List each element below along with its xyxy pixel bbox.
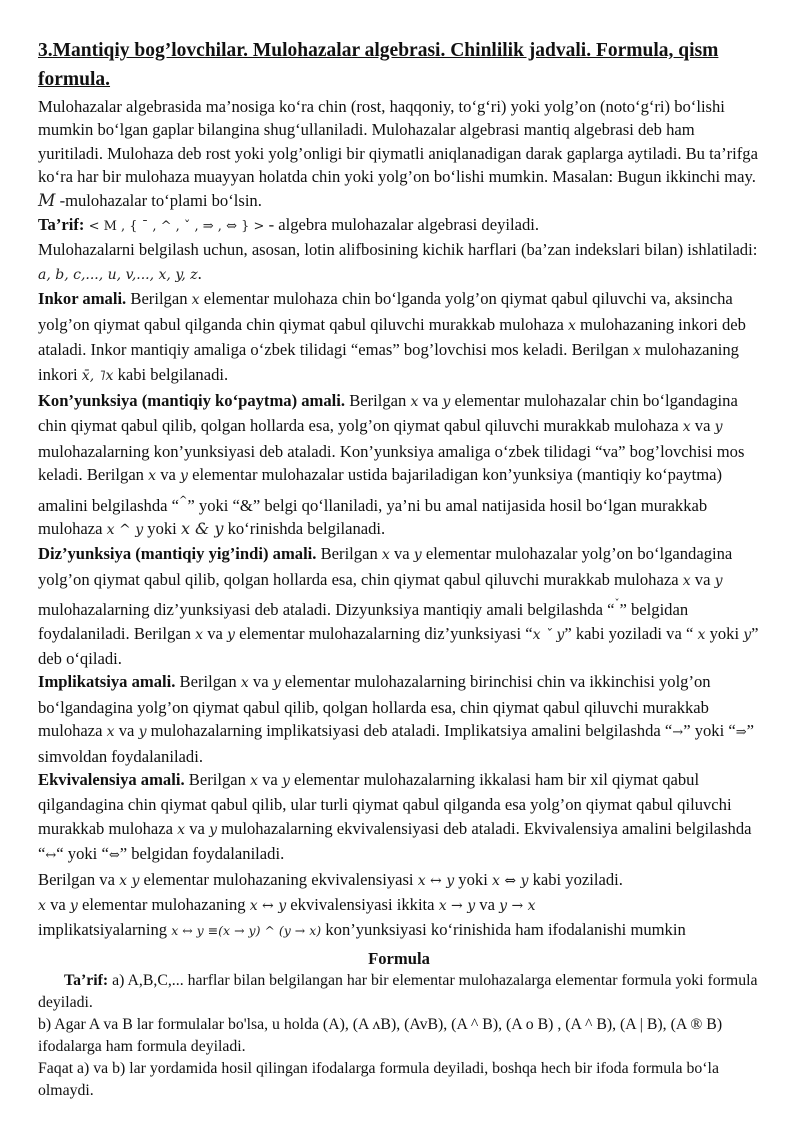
- equivalence-text-1: Berilgan: [188, 769, 246, 789]
- disjunction-text-3: mulohazalarning diz’yunksiyasi deb ataladi. Dizyunksiya mantiqiy amali belgilashda “: [38, 600, 615, 620]
- var-x: x: [682, 572, 691, 589]
- formula-x-implies-y: x → y: [438, 898, 476, 914]
- disjunction-text-5: elementar mulohazalarning diz’yunksiyasi “: [239, 623, 533, 643]
- word-va: va: [694, 416, 711, 436]
- formula-x-iff-y: x ⇔ y: [491, 872, 529, 889]
- formula-x-eq-y: x ↔ y: [417, 872, 455, 889]
- notation-paragraph: [38, 238, 760, 287]
- intro-paragraph: [38, 95, 760, 213]
- word-va: va: [160, 465, 176, 485]
- equivalence-text-9: elementar mulohazaning: [81, 895, 246, 914]
- word-yoki: yoki: [147, 518, 177, 538]
- negation-text-3: mulohazaning inkori deb ataladi. Inkor mantiqiy amaliga o‘zbek tilidagi “emas” bog’lovchisi mos keladi. Berilgan: [38, 314, 746, 360]
- equivalence-text-5: ” belgidan foydalaniladi.: [119, 844, 285, 864]
- var-y: y: [714, 572, 723, 589]
- disjunction-heading: Diz’yunksiya (mantiqiy yig’indi) amali.: [38, 544, 317, 564]
- var-y: y: [209, 821, 217, 838]
- intro-tail: -mulohazalar to‘plami bo‘lsin.: [59, 190, 262, 210]
- equivalence-text-3: mulohazalarning ekvivalensiyasi deb ataladi. Ekvivalensiya amalini belgilashda “: [38, 818, 752, 864]
- notation-text: Mulohazalarni belgilash uchun, asosan, lotin alifbosining kichik harflari (ba’zan indekslari bilan) ishlatiladi:: [38, 240, 758, 260]
- var-y: y: [281, 772, 290, 789]
- disjunction-text-4: ” belgidan foydalaniladi. Berilgan: [38, 600, 689, 643]
- formula-x-and-y: x ^ y: [106, 521, 144, 538]
- word-va: va: [479, 895, 495, 914]
- disjunction-text-2: elementar mulohazalar yolg’on bo‘lgandagina yolg’on qiymat qabul qilib, qolgan hollarda esa, chin qiymat qabul qiluvchi murakkab mulohaza: [38, 544, 733, 589]
- word-va: va: [207, 623, 223, 643]
- var-x: x: [410, 393, 419, 410]
- set-symbol-m: M: [38, 190, 56, 211]
- equivalence-text-2: elementar mulohazalarning ikkalasi ham bir xil qiymat qabul qilgandagina chin qiymat qabul qilib, ular turli qiymat qabul qilganda esa yolg’on qiymat qabul qiluvchi murakkab mulohaza: [38, 769, 732, 838]
- var-y: y: [69, 898, 78, 914]
- word-va: va: [118, 721, 135, 741]
- conjunction-text-5: ” yoki “&” belgi qo‘llaniladi, ya’ni bu amal natijasida hosil bo‘lgan murakkab mulohaza: [38, 495, 708, 538]
- var-y: y: [413, 547, 422, 564]
- negation-symbol-hook: , ˥x: [89, 368, 114, 385]
- disjunction-text-1: Berilgan: [320, 544, 378, 564]
- var-y: y: [227, 626, 235, 643]
- disjunction-text-8: ” deb o‘qiladi.: [38, 623, 759, 668]
- var-x: x: [381, 547, 390, 564]
- formula-definition-c: Faqat a) va b) lar yordamida hosil qilingan ifodalarga formula deyiladi, boshqa hech bir ifoda formula bo‘la olmaydi.: [38, 1060, 719, 1100]
- var-y: y: [138, 724, 147, 741]
- var-x: x: [148, 468, 157, 485]
- word-va: va: [422, 390, 439, 410]
- conjunction-heading: Kon’yunksiya (mantiqiy ko‘paytma) amali.: [38, 390, 346, 410]
- var-x: x: [195, 626, 204, 643]
- double-arrow-symbol: ↔: [45, 848, 57, 864]
- intro-text: Mulohazalar algebrasida ma’nosiga ko‘ra chin (rost, haqqoniy, to‘g‘ri) yoki yolg’on (noto‘g‘ri) bo‘lishi mumkin bo‘lgan gaplar bilangina shug‘ullaniladi. Mulohazalar algebrasi mantiq algebrasi deb ham yuritiladi. Mulohaza deb rost yoki yolg’onligi bir qiymatli aniqlanadigan darak gaplarga aytiladi. Bu ta’rifga ko‘ra har bir mulohaza muayyan holatda chin yoki yolg’on bo‘lishi mumkin. Masalan: Bugun ikkinchi may.: [38, 97, 758, 187]
- implication-text-4: ” yoki “: [683, 721, 736, 741]
- and-symbol: ^: [179, 494, 188, 506]
- var-x: x: [106, 724, 115, 741]
- equivalence-text-7: elementar mulohazaning ekvivalensiyasi: [143, 869, 414, 889]
- equivalence-text-8: kabi yoziladi.: [532, 869, 623, 889]
- conjunction-paragraph: [38, 389, 760, 542]
- word-va: va: [262, 769, 278, 789]
- word-va: va: [189, 818, 205, 838]
- disjunction-paragraph: [38, 542, 760, 670]
- formula-definition-a: [38, 970, 760, 1014]
- implication-text-2: elementar mulohazalarning birinchisi chin va ikkinchisi yolg’on bo‘lgandagina yolg’on qiymat qabul qilib, qolgan hollarda esa, chin qiymat qabul qiluvchi murakkab mulohaza: [38, 672, 711, 741]
- formula-equivalence-expansion: x ↔ y ≡(x → y) ^ (y → x): [171, 923, 322, 939]
- word-yoki: yoki: [458, 869, 488, 889]
- negation-text-1: Berilgan: [130, 289, 188, 309]
- definition-algebra: [38, 213, 760, 238]
- implication-text-5: ” simvoldan foydalaniladi.: [38, 721, 754, 766]
- formula-x-eq-y: x ↔ y: [249, 898, 287, 914]
- var-x: x: [240, 675, 249, 692]
- definition-tail: - algebra mulohazalar algebrasi deyiladi.: [268, 215, 540, 235]
- var-x: x: [191, 292, 200, 309]
- var-y: y: [714, 419, 723, 436]
- formula-definition-label: Ta’rif:: [64, 972, 109, 990]
- var-y: y: [272, 675, 281, 692]
- var-x: x: [682, 419, 691, 436]
- formula-y-implies-x: y → x: [499, 898, 536, 914]
- equivalence-text-12: kon’yunksiyasi ko‘rinishida ham ifodalanishi mumkin: [325, 920, 686, 940]
- formula-definition-b: b) Agar A va B lar formulalar bo'lsa, u holda (A), (A ʌB), (AvB), (A ^ B), (A o B) , (A ^ B), (A | B), (A ® B) ifodalarga ham formula deyiladi.: [38, 1016, 723, 1056]
- arrow-right-symbol: →: [672, 725, 684, 741]
- negation-heading: Inkor amali.: [38, 289, 127, 309]
- implication-paragraph: [38, 670, 760, 768]
- equivalence-text-6: Berilgan va: [38, 869, 115, 889]
- conjunction-text-2: elementar mulohazalar chin bo‘lgandagina chin qiymat qabul qilib, qolgan hollarda esa, yolg’on qiymat qabul qiluvchi murakkab mulohaza: [38, 390, 738, 436]
- word-va: va: [50, 895, 66, 914]
- var-x: x: [697, 626, 706, 643]
- var-y: y: [743, 626, 752, 643]
- var-y: y: [442, 393, 451, 410]
- word-va: va: [252, 672, 269, 692]
- word-yoki: yoki: [709, 623, 740, 643]
- disjunction-text-6: ” kabi yoziladi va “: [564, 623, 694, 643]
- equivalence-paragraph: [38, 768, 760, 943]
- equivalence-text-11: implikatsiyalarning: [38, 920, 168, 940]
- algebra-formula: < M , { ¯ , ^ , ˇ , ⇒ , ⇔ } >: [88, 219, 265, 235]
- var-x: x: [177, 821, 186, 838]
- var-x: x: [632, 343, 641, 360]
- var-x: x: [38, 898, 46, 914]
- negation-symbol-bar: x̄: [81, 368, 90, 385]
- formula-x-amp-y: x & y: [180, 518, 224, 538]
- formula-rule-a: a) A,B,C,... harflar bilan belgilangan har bir elementar mulohazalarga elementar formula yoki formula deyiladi.: [38, 972, 758, 1012]
- conjunction-text-6: ko‘rinishda belgilanadi.: [227, 518, 386, 538]
- implication-text-3: mulohazalarning implikatsiyasi deb ataladi. Implikatsiya amalini belgilashda “: [150, 721, 673, 741]
- vars-x-y: x y: [119, 872, 140, 889]
- or-symbol: ˇ: [614, 599, 620, 611]
- conjunction-text-4: elementar mulohazalar ustida bajariladigan kon’yunksiya (mantiqiy ko‘paytma) amalini belgilashda “: [38, 465, 723, 515]
- negation-text-2: elementar mulohaza chin bo‘lganda yolg’on qiymat qabul qiluvchi va, aksincha yolg’on qiymat qabul qilganda chin qiymat qabul qiluvchi murakkab mulohaza: [38, 289, 733, 334]
- var-x: x: [567, 317, 576, 334]
- negation-paragraph: [38, 287, 760, 389]
- document-page: [38, 36, 760, 1102]
- formula-heading: Formula: [368, 948, 430, 968]
- implication-heading: Implikatsiya amali.: [38, 672, 176, 692]
- negation-text-5: kabi belgilanadi.: [117, 365, 229, 385]
- word-va: va: [694, 569, 711, 589]
- implication-text-1: Berilgan: [179, 672, 237, 692]
- double-arrow-right-symbol: ⇒: [735, 725, 747, 741]
- equivalence-heading: Ekvivalensiya amali.: [38, 769, 185, 789]
- definition-label: Ta’rif:: [38, 215, 85, 235]
- equivalence-text-4: “ yoki “: [56, 844, 109, 864]
- conjunction-text-1: Berilgan: [349, 390, 407, 410]
- formula-x-or-y: x ˇ y: [532, 626, 565, 643]
- equivalence-text-10: ekvivalensiyasi ikkita: [290, 895, 435, 914]
- page-title: 3.Mantiqiy bog’lovchilar. Mulohazalar algebrasi. Chinlilik jadvali. Formula, qism formula.: [38, 40, 719, 90]
- iff-symbol: ⇔: [108, 848, 120, 864]
- var-x: x: [250, 772, 258, 789]
- notation-end: .: [197, 263, 202, 283]
- negation-text-4: mulohazaning inkori: [38, 340, 739, 385]
- var-y: y: [180, 468, 188, 485]
- conjunction-text-3: mulohazalarning kon’yunksiyasi deb ataladi. Kon’yunksiya amaliga o‘zbek tilidagi “va” bog’lovchisi mos keladi. Berilgan: [38, 441, 745, 485]
- letters-formula: a, b, c,..., u, v,..., x, y, z: [38, 266, 198, 283]
- word-va: va: [393, 544, 410, 564]
